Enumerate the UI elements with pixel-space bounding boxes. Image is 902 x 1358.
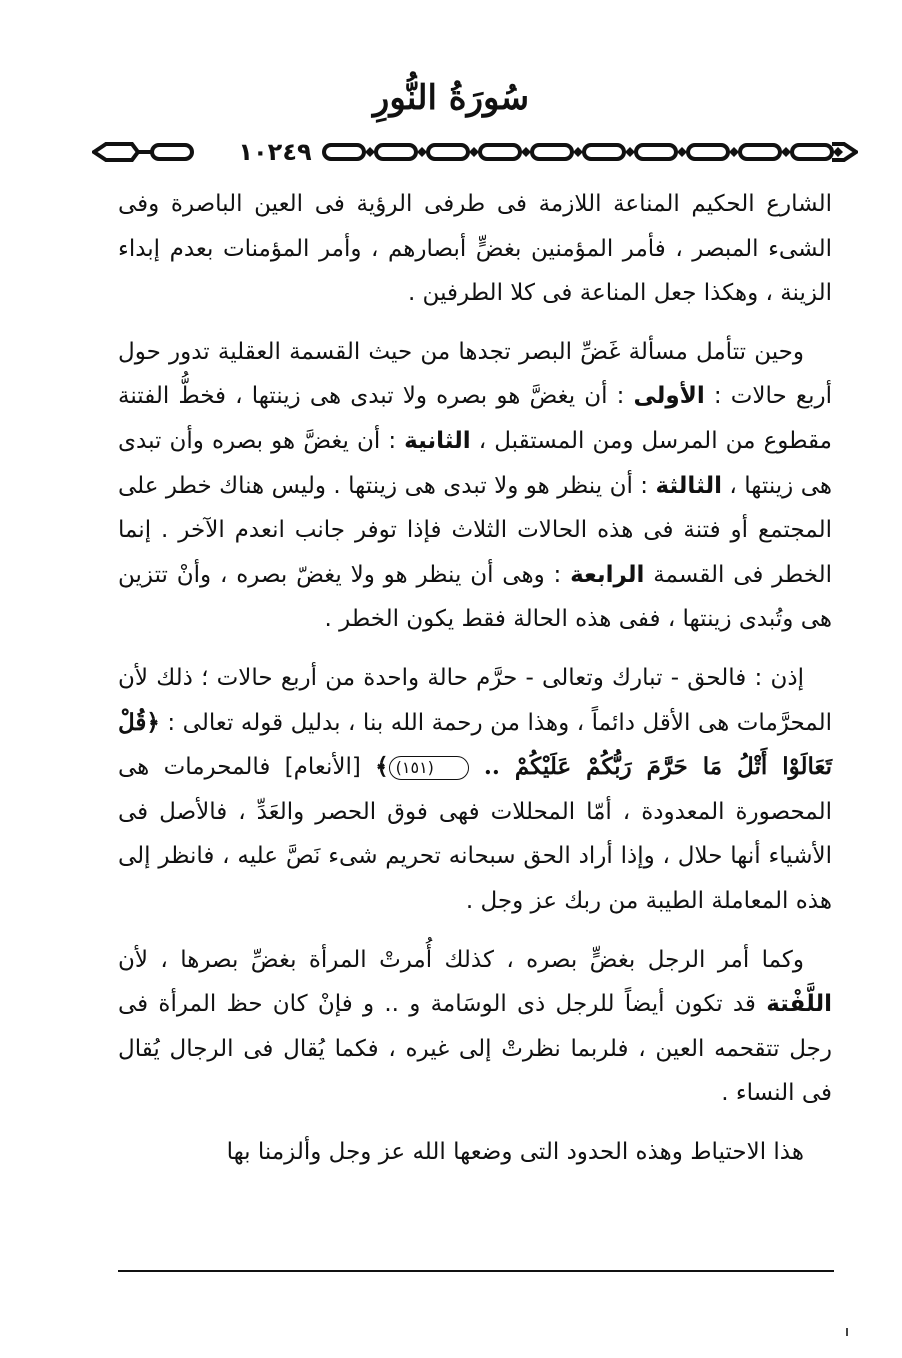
- chain-link: [532, 145, 572, 159]
- paragraph-5: [118, 1130, 832, 1175]
- quran-verse: ﴿قُلْ تَعَالَوْا أَتْلُ مَا حَرَّمَ رَبُّكُمْ عَلَيْكُمْ ..: [118, 708, 833, 781]
- chain-diamond: [729, 147, 739, 157]
- text-segment: وكما أمر الرجل بغضٍّ بصره ، كذلك أُمرتْ المرأة بغضِّ بصرها ، لأن: [118, 946, 804, 973]
- footer-rule: [118, 1270, 834, 1272]
- stray-mark: [846, 1328, 848, 1336]
- text-segment: قد تكون أيضاً للرجل ذى الوسَامة و .. و فإنْ كان حظ المرأة فى رجل تتقحمه العين ، فلربما نظرتْ إلى غيره ، فكما يُقال فى الرجال يُقال فى النساء .: [118, 991, 832, 1107]
- chain-link: [636, 145, 676, 159]
- bold-term: الأولى: [633, 383, 705, 410]
- chain-link: [688, 145, 728, 159]
- chain-diamond: [781, 147, 791, 157]
- paragraph-3: [118, 656, 832, 924]
- chain-ornament: [92, 136, 858, 168]
- text-segment: : أن يغضَّ هو بصره وأن تبدى هى زينتها ،: [118, 427, 832, 499]
- chain-link: [428, 145, 468, 159]
- chain-diamond: [469, 147, 479, 157]
- chain-diamond: [417, 147, 427, 157]
- chain-link: [324, 145, 364, 159]
- chain-link: [480, 145, 520, 159]
- paragraph-4: [118, 938, 832, 1116]
- bold-term: الرابعة: [570, 561, 645, 588]
- text-segment: الشارع الحكيم المناعة اللازمة فى طرفى الرؤية فى العين الباصرة وفى الشىء المبصر ، فأمر المؤمنين بغضٍّ أبصارهم ، وأمر المؤمنات بعدم إبداء الزينة ، وهكذا جعل المناعة فى كلا الطرفين .: [118, 191, 832, 307]
- text-segment: إذن : فالحق - تبارك وتعالى - حرَّم حالة واحدة من أربع حالات ؛ ذلك لأن المحرَّمات هى الأقل دائماً ، وهذا من رحمة الله بنا ، بدليل قوله تعالى :: [118, 664, 832, 736]
- text-segment: [الأنعام] فالمحرمات هى المحصورة المعدودة ، أمّا المحللات فهى فوق الحصر والعَدِّ ، فالأصل فى الأشياء أنها حلال ، وإذا أراد الحق سبحانه تحريم شىء نَصَّ عليه ، فانظر إلى هذه المعاملة الطيبة من ربك عز وجل .: [118, 754, 832, 914]
- paragraph-1: [118, 182, 832, 316]
- body-text: [118, 182, 832, 1188]
- chain-link: [740, 145, 780, 159]
- chain-diamond: [677, 147, 687, 157]
- surah-title: سُورَةُ النُّورِ: [372, 78, 530, 118]
- chain-diamond: [833, 147, 843, 157]
- text-segment: : أن ينظر هو ولا تبدى هى زينتها . وليس هناك خطر على المجتمع أو فتنة فى هذه الحالات الثلاث فإذا توفر جانب انعدم الآخر . إنما الخطر فى القسمة: [118, 472, 832, 588]
- chain-link: [792, 145, 832, 159]
- page-number: ١٠٢٤٩: [232, 136, 318, 168]
- chain-diamond: [521, 147, 531, 157]
- paragraph-2: [118, 330, 832, 642]
- ayah-number: (١٥١): [389, 756, 469, 780]
- text-segment: وحين تتأمل مسألة غَضِّ البصر تجدها من حيث القسمة العقلية تدور حول أربع حالات :: [118, 338, 832, 410]
- chain-link: [584, 145, 624, 159]
- chain-link: [152, 145, 192, 159]
- quran-verse: ﴾: [375, 753, 389, 781]
- text-segment: هذا الاحتياط وهذه الحدود التى وضعها الله عز وجل وألزمنا بها: [226, 1138, 804, 1165]
- chain-diamond: [573, 147, 583, 157]
- text-segment: : أن يغضَّ هو بصره ولا تبدى هى زينتها ، فخطُّ الفتنة مقطوع من المرسل ومن المستقبل ،: [118, 383, 832, 454]
- chain-diamond: [625, 147, 635, 157]
- chain-diamond: [365, 147, 375, 157]
- chain-link: [376, 145, 416, 159]
- bold-term: اللَّفْتة: [766, 991, 832, 1018]
- header-ornament-band: [92, 136, 858, 168]
- text-segment: : وهى أن ينظر هو ولا يغضّ بصره ، وأنْ تتزين هى وتُبدى زينتها ، ففى هذه الحالة فقط يكون الخطر .: [118, 561, 832, 633]
- bold-term: الثانية: [404, 427, 471, 454]
- bold-term: الثالثة: [655, 472, 722, 499]
